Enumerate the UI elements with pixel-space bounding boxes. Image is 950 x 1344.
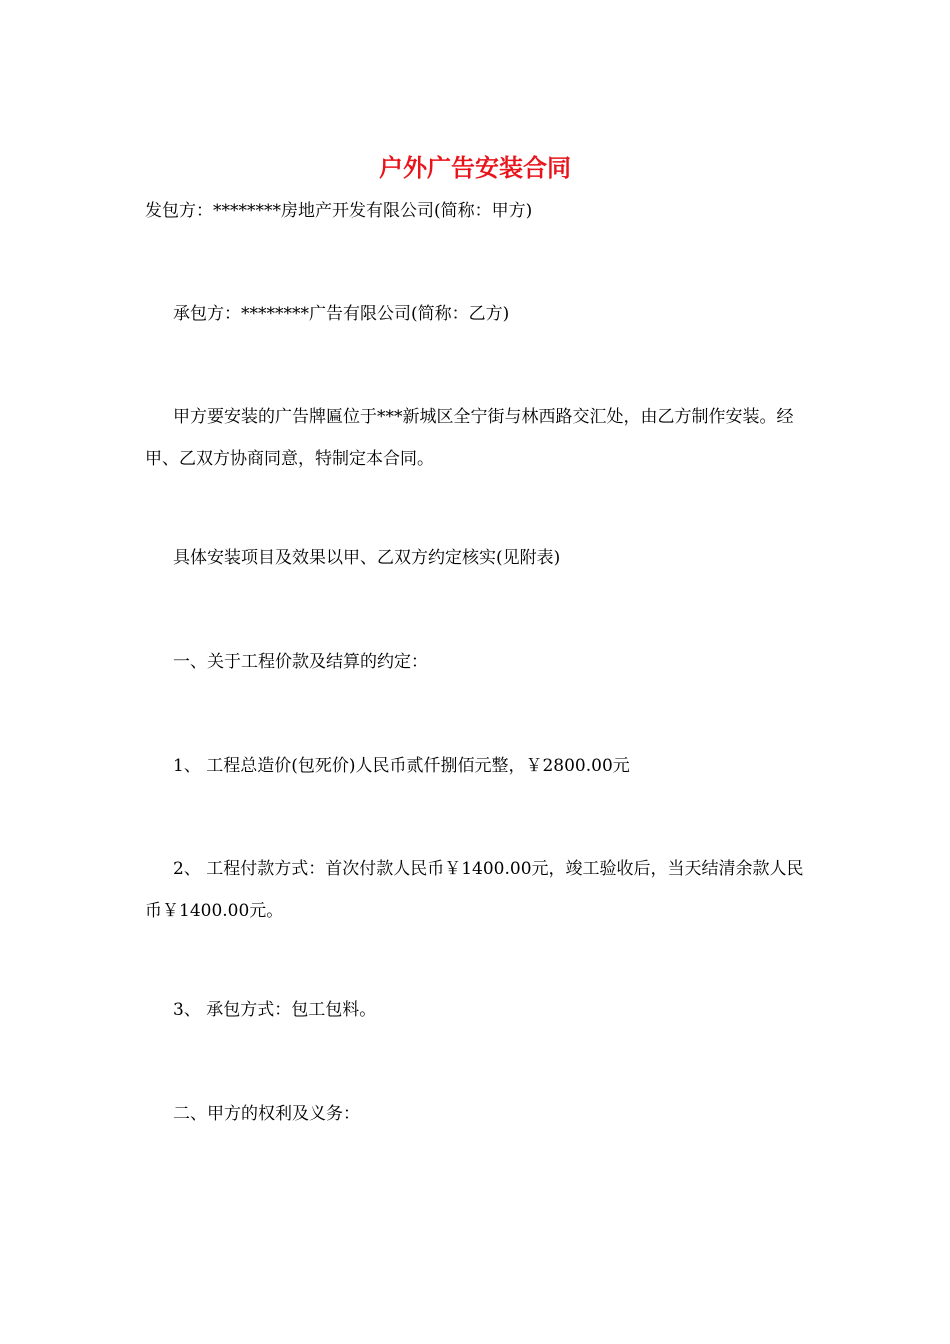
party-b-line: 承包方：********广告有限公司(简称：乙方) [173,304,510,324]
intro-paragraph: 甲方要安装的广告牌匾位于***新城区全宁街与林西路交汇处，由乙方制作安装。经甲、乙双方协商同意，特制定本合同。 [145,407,794,469]
clause-2: 2、 工程付款方式：首次付款人民币￥1400.00元，竣工验收后，当天结清余款人民币￥1400.00元。 [145,859,804,921]
party-a-line: 发包方：********房地产开发有限公司(简称：甲方) [145,201,533,221]
clause-3: 3、 承包方式：包工包料。 [173,1000,377,1020]
clause-1: 1、 工程总造价(包死价)人民币贰仟捌佰元整，￥2800.00元 [173,756,630,776]
section-1-heading: 一、关于工程价款及结算的约定： [173,652,428,672]
section-2-heading: 二、甲方的权利及义务： [173,1104,360,1124]
items-note-line: 具体安装项目及效果以甲、乙双方约定核实(见附表) [173,548,561,568]
document-title: 户外广告安装合同 [379,153,571,182]
